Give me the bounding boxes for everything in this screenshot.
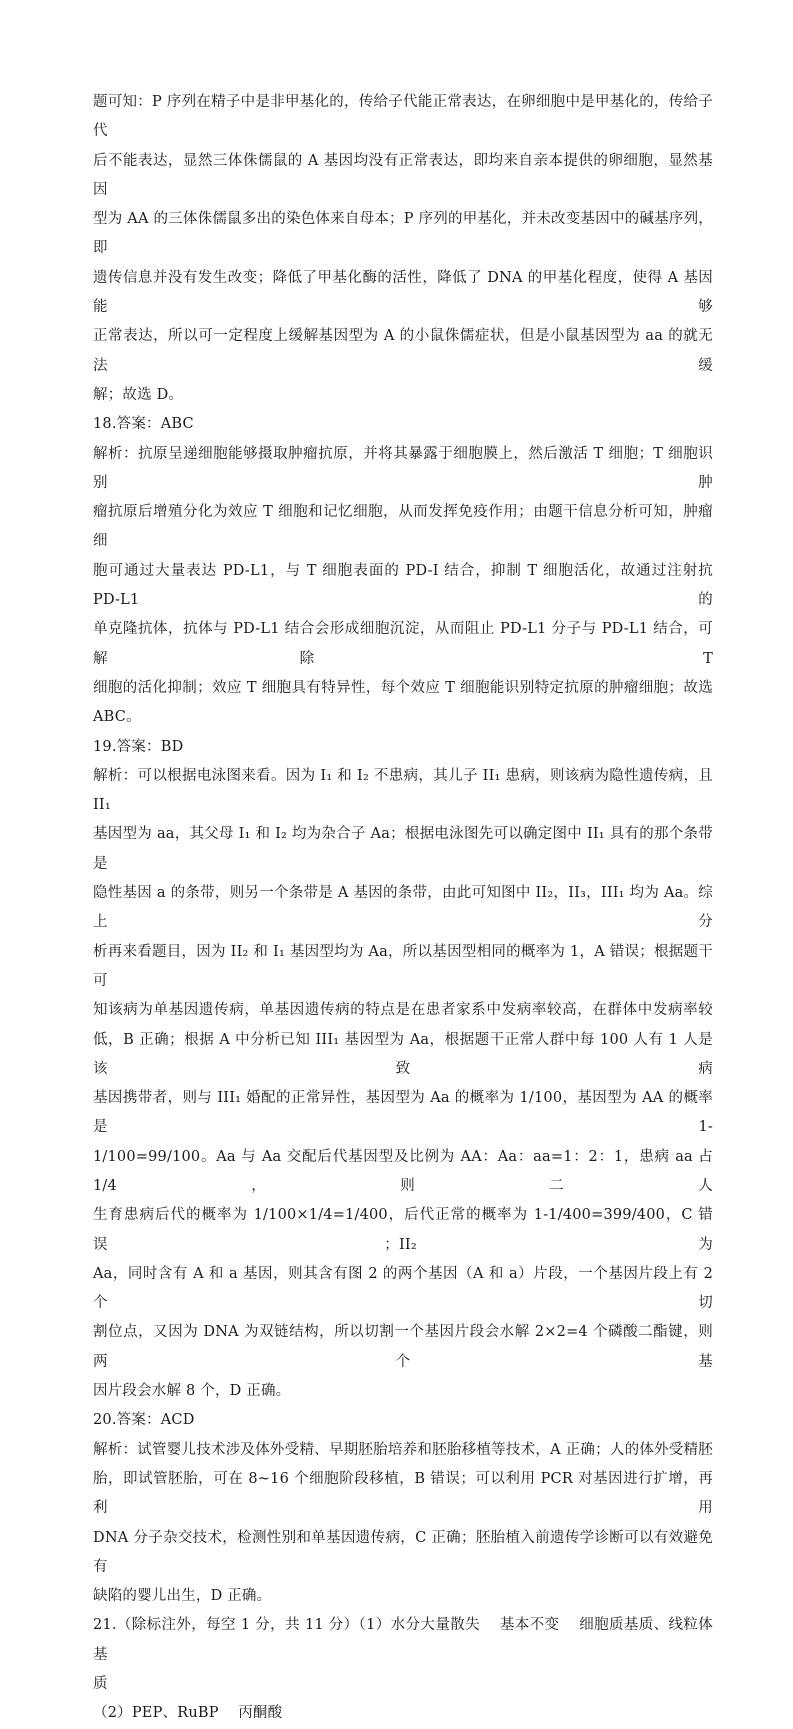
- text-line: 后不能表达，显然三体侏儒鼠的 A 基因均没有正常表达，即均来自亲本提供的卵细胞，显然基因: [93, 152, 713, 198]
- text-line: 正常表达，所以可一定程度上缓解基因型为 A 的小鼠侏儒症状，但是小鼠基因型为 aa 的就无法缓: [93, 328, 713, 374]
- text-line: 知该病为单基因遗传病，单基因遗传病的特点是在患者家系中发病率较高，在群体中发病率较: [93, 1002, 713, 1019]
- text-line: 质: [93, 1676, 108, 1693]
- text-line: （2）PEP、RuBP 丙酮酸: [93, 1705, 283, 1722]
- text-line: 解析：试管婴儿技术涉及体外受精、早期胚胎培养和胚胎移植等技术，A 正确；人的体外受精胚: [93, 1441, 713, 1458]
- text-line: 解；故选 D。: [93, 386, 184, 403]
- text-line: 隐性基因 a 的条带，则另一个条带是 A 基因的条带，由此可知图中 II₂，II₃，III₁ 均为 Aa。综上分: [93, 885, 713, 931]
- text-line: ABC。: [93, 709, 141, 726]
- text-line: DNA 分子杂交技术，检测性别和单基因遗传病，C 正确；胚胎植入前遗传学诊断可以有效避免有: [93, 1529, 713, 1575]
- text-line: 1/100=99/100。Aa 与 Aa 交配后代基因型及比例为 AA：Aa：aa=1：2：1，患病 aa 占 1/4，则二人: [93, 1148, 713, 1194]
- text-line: 细胞的活化抑制；效应 T 细胞具有特异性，每个效应 T 细胞能识别特定抗原的肿瘤细胞；故选: [93, 679, 713, 696]
- text-line: Aa，同时含有 A 和 a 基因，则其含有图 2 的两个基因（A 和 a）片段，一个基因片段上有 2 个切: [93, 1265, 713, 1312]
- text-line: 割位点，又因为 DNA 为双链结构，所以切割一个基因片段会水解 2×2=4 个磷酸二酯键，则两个基: [93, 1324, 713, 1370]
- text-line: 析再来看题目，因为 II₂ 和 I₁ 基因型均为 Aa，所以基因型相同的概率为 1，A 错误；根据题干可: [93, 943, 713, 989]
- question-20-answer: 20.答案：ACD: [93, 1412, 195, 1429]
- text-line: 单克隆抗体，抗体与 PD-L1 结合会形成细胞沉淀，从而阻止 PD-L1 分子与 PD-L1 结合，可解除 T: [93, 621, 713, 667]
- question-18-answer: 18.答案：ABC: [93, 416, 194, 433]
- text-line: 胞可通过大量表达 PD-L1，与 T 细胞表面的 PD-I 结合，抑制 T 细胞活化，故通过注射抗 PD-L1 的: [93, 562, 713, 609]
- question-21-heading: 21.（除标注外，每空 1 分，共 11 分）（1）水分大量散失 基本不变 细胞质基质、线粒体基: [93, 1617, 713, 1663]
- text-line: 型为 AA 的三体侏儒鼠多出的染色体来自母本；P 序列的甲基化，并未改变基因中的碱基序列，即: [93, 211, 713, 257]
- text-line: 缺陷的婴儿出生，D 正确。: [93, 1588, 272, 1605]
- text-line: 解析：可以根据电泳图来看。因为 I₁ 和 I₂ 不患病，其儿子 II₁ 患病，则该病为隐性遗传病，且 II₁: [93, 767, 713, 814]
- text-line: 遗传信息并没有发生改变；降低了甲基化酶的活性，降低了 DNA 的甲基化程度，使得 A 基因能够: [93, 269, 713, 316]
- text-line: 低，B 正确；根据 A 中分析已知 III₁ 基因型为 Aa，根据题干正常人群中每 100 人有 1 人是该致病: [93, 1031, 713, 1077]
- answer-document: [93, 88, 713, 1729]
- text-line: 因片段会水解 8 个，D 正确。: [93, 1383, 291, 1400]
- text-line: 瘤抗原后增殖分化为效应 T 细胞和记忆细胞，从而发挥免疫作用；由题干信息分析可知，肿瘤细: [93, 504, 713, 550]
- question-19-answer: 19.答案：BD: [93, 738, 184, 755]
- text-line: 基因型为 aa，其父母 I₁ 和 I₂ 均为杂合子 Aa；根据电泳图先可以确定图中 II₁ 具有的那个条带是: [93, 826, 713, 872]
- text-line: 基因携带者，则与 III₁ 婚配的正常异性，基因型为 Aa 的概率为 1/100，基因型为 AA 的概率是 1-: [93, 1090, 713, 1136]
- text-line: 题可知：P 序列在精子中是非甲基化的，传给子代能正常表达，在卵细胞中是甲基化的，传给子代: [93, 94, 713, 140]
- text-line: 胎，即试管胚胎，可在 8~16 个细胞阶段移植，B 错误；可以利用 PCR 对基因进行扩增，再利用: [93, 1470, 713, 1517]
- text-line: 生育患病后代的概率为 1/100×1/4=1/400，后代正常的概率为 1-1/400=399/400，C 错误；II₂ 为: [93, 1207, 713, 1253]
- text-line: 解析：抗原呈递细胞能够摄取肿瘤抗原，并将其暴露于细胞膜上，然后激活 T 细胞；T 细胞识别肿: [93, 445, 713, 491]
